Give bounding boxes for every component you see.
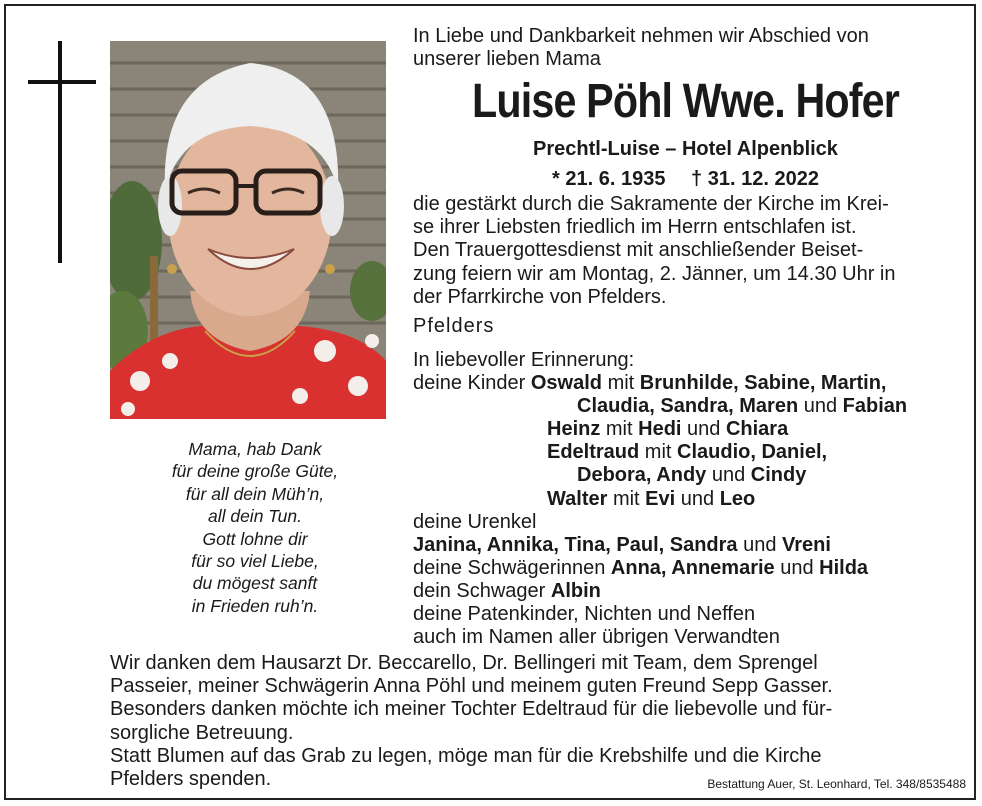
poem-line: für all dein Müh’n, — [185, 483, 325, 504]
family-list — [413, 349, 958, 649]
poem-line: Gott lohne dir — [202, 528, 308, 549]
memorial-poem — [110, 438, 400, 617]
thanks-text — [110, 652, 955, 791]
death-date: † 31. 12. 2022 — [691, 168, 819, 190]
announcement-line: Den Trauergottesdienst mit anschließender Beiset- — [413, 239, 864, 262]
thanks-line: Pfelders spenden. — [110, 768, 272, 791]
family-row: deine Kinder Oswald mit Brunhilde, Sabine, Martin, — [413, 372, 887, 395]
place-name: Pfelders — [413, 315, 495, 337]
thanks-line: Passeier, meiner Schwägerin Anna Pöhl und meinem guten Freund Sepp Gasser. — [110, 675, 833, 698]
poem-line: du mögest sanft — [192, 573, 318, 594]
family-row: Edeltraud mit Claudio, Daniel, — [547, 441, 828, 464]
announcement-line: der Pfarrkirche von Pfelders. — [413, 285, 667, 308]
intro-text — [413, 25, 958, 71]
family-row: deine Patenkinder, Nichten und Neffen — [413, 603, 756, 626]
cross-icon-bar — [28, 80, 96, 84]
family-row: Heinz mit Hedi und Chiara — [547, 418, 789, 441]
announcement-line: se ihrer Liebsten friedlich im Herrn entschlafen ist. — [413, 216, 857, 239]
poem-line: in Frieden ruh’n. — [191, 595, 319, 616]
family-row: deine Schwägerinnen Anna, Annemarie und Hilda — [413, 556, 869, 579]
portrait-photo — [110, 41, 386, 419]
thanks-line: Wir danken dem Hausarzt Dr. Beccarello, Dr. Bellingeri mit Team, dem Sprengel — [110, 652, 818, 674]
family-row: deine Urenkel — [413, 510, 537, 533]
thanks-line: Statt Blumen auf das Grab zu legen, möge man für die Krebshilfe und die Kirche — [110, 744, 822, 767]
family-row: dein Schwager Albin — [413, 579, 601, 602]
cross-icon — [58, 41, 62, 263]
announcement-line: zung feiern wir am Montag, 2. Jänner, um 14.30 Uhr in — [413, 262, 896, 285]
intro-line: unserer lieben Mama — [413, 48, 601, 70]
funeral-home-credit: Bestattung Auer, St. Leonhard, Tel. 348/8535488 — [707, 777, 966, 791]
poem-line: für deine große Güte, — [171, 461, 339, 482]
poem-line: Mama, hab Dank — [188, 439, 322, 459]
family-row: Claudia, Sandra, Maren und Fabian — [577, 395, 908, 418]
funeral-announcement — [413, 193, 955, 309]
thanks-line: sorgliche Betreuung. — [110, 721, 294, 744]
family-row: Debora, Andy und Cindy — [577, 464, 807, 487]
deceased-name: Luise Pöhl Wwe. Hofer — [472, 75, 899, 128]
family-heading: In liebevoller Erinnerung: — [413, 349, 635, 371]
family-row: auch im Namen aller übrigen Verwandten — [413, 626, 780, 649]
intro-line: In Liebe und Dankbarkeit nehmen wir Abschied von — [413, 25, 869, 47]
life-dates — [413, 168, 958, 191]
thanks-line: Besonders danken möchte ich meiner Tochter Edeltraud für die liebevolle und für- — [110, 698, 833, 721]
family-row: Janina, Annika, Tina, Paul, Sandra und Vreni — [413, 533, 831, 556]
birth-date: * 21. 6. 1935 — [552, 168, 666, 190]
nickname-subtitle: Prechtl-Luise – Hotel Alpenblick — [533, 138, 838, 160]
announcement-line: die gestärkt durch die Sakramente der Kirche im Krei- — [413, 193, 889, 215]
poem-line: für so viel Liebe, — [191, 551, 319, 572]
family-row: Walter mit Evi und Leo — [547, 487, 756, 510]
poem-line: all dein Tun. — [207, 506, 303, 527]
